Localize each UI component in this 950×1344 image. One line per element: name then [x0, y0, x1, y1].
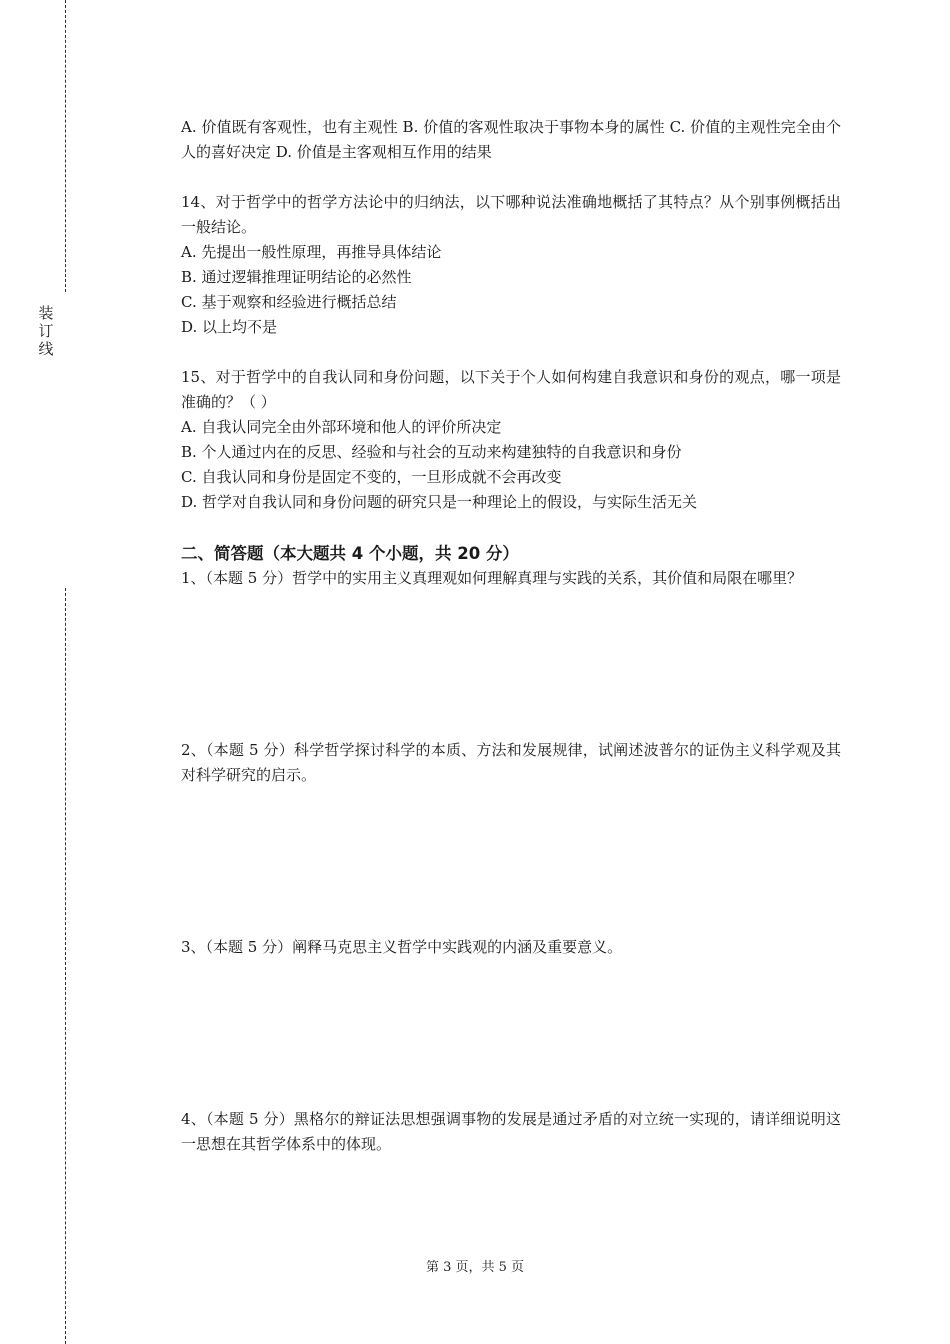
- option-a: A. 自我认同完全由外部环境和他人的评价所决定: [181, 418, 502, 436]
- option-a: A. 先提出一般性原理，再推导具体结论: [181, 243, 442, 261]
- option-b: B. 个人通过内在的反思、经验和与社会的互动来构建独特的自我意识和身份: [181, 443, 682, 461]
- short-answer-question-2: 2、（本题 5 分）科学哲学探讨科学的本质、方法和发展规律，试阐述波普尔的证伪主义科学观及其对科学研究的启示。: [181, 741, 841, 784]
- short-answer-question-4: 4、（本题 5 分）黑格尔的辩证法思想强调事物的发展是通过矛盾的对立统一实现的，请详细说明这一思想在其哲学体系中的体现。: [181, 1110, 841, 1153]
- binding-dashed-line-top: [65, 0, 66, 292]
- exam-content: [181, 115, 841, 1157]
- question-stem: 14、对于哲学中的哲学方法论中的归纳法，以下哪种说法准确地概括了其特点？从个别事例概括出一般结论。: [181, 193, 841, 236]
- question-stem: 15、对于哲学中的自我认同和身份问题，以下关于个人如何构建自我意识和身份的观点，哪一项是准确的？（ ）: [181, 368, 841, 411]
- binding-dashed-line-bottom: [65, 588, 66, 1344]
- section-title: 二、简答题（本大题共 4 个小题，共 20 分）: [181, 544, 519, 563]
- q13-options: A. 价值既有客观性，也有主观性 B. 价值的客观性取决于事物本身的属性 C. 价值的主观性完全由个人的喜好决定 D. 价值是主客观相互作用的结果: [181, 118, 841, 161]
- option-c: C. 基于观察和经验进行概括总结: [181, 293, 397, 311]
- option-b: B. 通过逻辑推理证明结论的必然性: [181, 268, 412, 286]
- binding-char: 订: [38, 322, 54, 340]
- question-14: [181, 190, 841, 340]
- option-d: D. 哲学对自我认同和身份问题的研究只是一种理论上的假设，与实际生活无关: [181, 493, 698, 511]
- binding-char: 装: [38, 304, 54, 322]
- option-d: D. 以上均不是: [181, 318, 278, 336]
- binding-label: [36, 304, 56, 358]
- question-15: [181, 365, 841, 515]
- binding-char: 线: [38, 340, 54, 358]
- page-number: 第 3 页，共 5 页: [425, 1260, 525, 1275]
- short-answer-question-3: 3、（本题 5 分）阐释马克思主义哲学中实践观的内涵及重要意义。: [181, 938, 623, 956]
- short-answer-question-1: 1、（本题 5 分）哲学中的实用主义真理观如何理解真理与实践的关系，其价值和局限在哪里？: [181, 569, 803, 587]
- option-c: C. 自我认同和身份是固定不变的，一旦形成就不会再改变: [181, 468, 562, 486]
